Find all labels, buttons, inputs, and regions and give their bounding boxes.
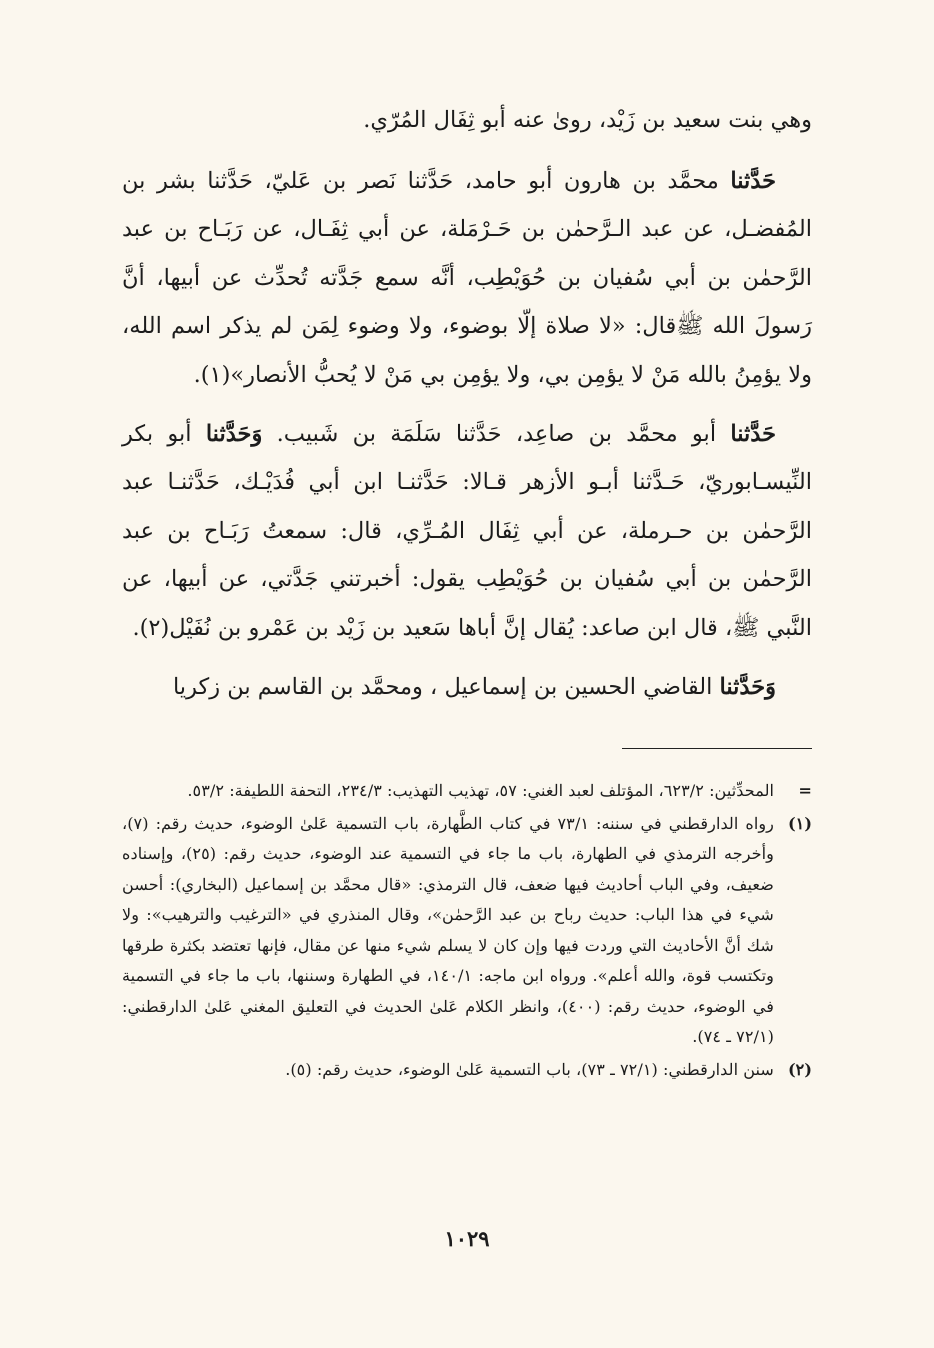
footnote-2-text: سنن الدارقطني: (٧٢/١ ـ ٧٣)، باب التسمية عَلىٰ الوضوء، حديث رقم: (٥).	[285, 1059, 774, 1079]
footnote-continuation	[122, 776, 812, 807]
footnote-continuation-marker: =	[798, 781, 812, 800]
hadith-1-lead: حَدَّثنا	[730, 167, 776, 194]
footnotes	[122, 776, 812, 1087]
hadith-1	[122, 157, 812, 400]
hadith-2-lead: حَدَّثنا	[730, 420, 776, 447]
paragraph-intro	[122, 96, 812, 145]
hadith-2	[122, 410, 812, 653]
hadith-3	[122, 663, 812, 712]
hadith-3-text: القاضي الحسين بن إسماعيل ، ومحمَّد بن القاسم بن زكريا	[172, 673, 720, 700]
footnote-continuation-text: المحدِّثين: ٦٢٣/٢، المؤتلف لعبد الغني: ٥٧، تهذيب التهذيب: ٢٣٤/٣، التحفة اللطيفة: ٥٣/٢.	[187, 781, 774, 800]
main-text	[122, 96, 812, 711]
footnote-1-text: رواه الدارقطني في سننه: ٧٣/١ في كتاب الطَّهارة، باب التسمية عَلىٰ الوضوء، حديث رقم: (٧)، وأخرجه الترمذي في الطهارة، باب ما جاء في التسمية عند الوضوء، حديث رقم: (٢٥)، وإسناده ضعيف، وفي الباب أحاديث فيها ضعف، قال الترمذي: «قال محمَّد بن إسماعيل (البخاري): أحسن شيء في هذا الباب: حديث رباح بن عبد الرَّحمٰن»، وقال المنذري في «الترغيب والترهيب»: ولا شك أنَّ الأحاديث التي وردت فيها وإن كان لا يسلم شيء منها عن مقال، فإنها تعتضد بكثرة طرقها وتكتسب قوة، والله أعلم». ورواه ابن ماجه: ١٤٠/١، في الطهارة وسننها، باب ما جاء في التسمية في الوضوء، حديث رقم: (٤٠٠)، وانظر الكلام عَلىٰ الحديث في التعليق المغني عَلىٰ الدارقطني: (٧٢/١ ـ ٧٤).	[122, 813, 774, 1046]
footnote-1	[122, 809, 812, 1053]
paragraph-intro-text: وهي بنت سعيد بن زَيْد، روىٰ عنه أبو ثِفَال المُرّي.	[363, 107, 812, 133]
footnote-divider	[622, 748, 812, 749]
footnote-2	[122, 1055, 812, 1086]
page-number: ١٠٢٩	[444, 1226, 490, 1251]
hadith-2-text-a: أبو محمَّد بن صاعِد، حَدَّثنا سَلَمَة بن شَبيب.	[262, 420, 731, 447]
footnote-2-marker: (٢)	[787, 1059, 812, 1079]
hadith-2-mid: وَحَدَّثنا	[205, 420, 263, 447]
hadith-2-text-b: أبو بكر النِّيسـابوريّ، حَـدَّثنا أبـو الأزهر قـالا: حَدَّثنـا ابن أبي فُدَيْـك، حَدَّثنـا عبد الرَّحمٰن بن حـرملة، عن أبي ثِفَال المُـرِّي، قال: سمعتُ رَبَـاح بن عبد الرَّحمٰن بن أبي سُفيان بن حُوَيْطِب يقول: أخبرتني جَدَّتي، عن أبيها، عن النَّبي ﷺ، قال ابن صاعد: يُقال إنَّ أباها سَعيد بن زَيْد بن عَمْرو بن نُفَيْل(٢).	[122, 420, 812, 641]
hadith-3-lead: وَحَدَّثنا	[719, 673, 776, 700]
footnote-1-marker: (١)	[787, 813, 812, 833]
hadith-1-text: محمَّد بن هارون أبو حامد، حَدَّثنا نَصر بن عَليّ، حَدَّثنا بشر بن المُفضـل، عن عبد الـرَّحمٰن بن حَـرْمَلة، عن أبي ثِفَـال، عن رَبَـاح بن عبد الرَّحمٰن بن أبي سُفيان بن حُوَيْطِب، أنَّه سمع جَدَّته تُحدِّث عن أبيها، أنَّ رَسولَ الله ﷺقال: «لا صلاة إلّا بوضوء، ولا وضوء لِمَن لم يذكر اسم الله، ولا يؤمِنُ بالله مَنْ لا يؤمِن بي، ولا يؤمِن بي مَنْ لا يُحبُّ الأنصار»(١).	[122, 167, 812, 388]
